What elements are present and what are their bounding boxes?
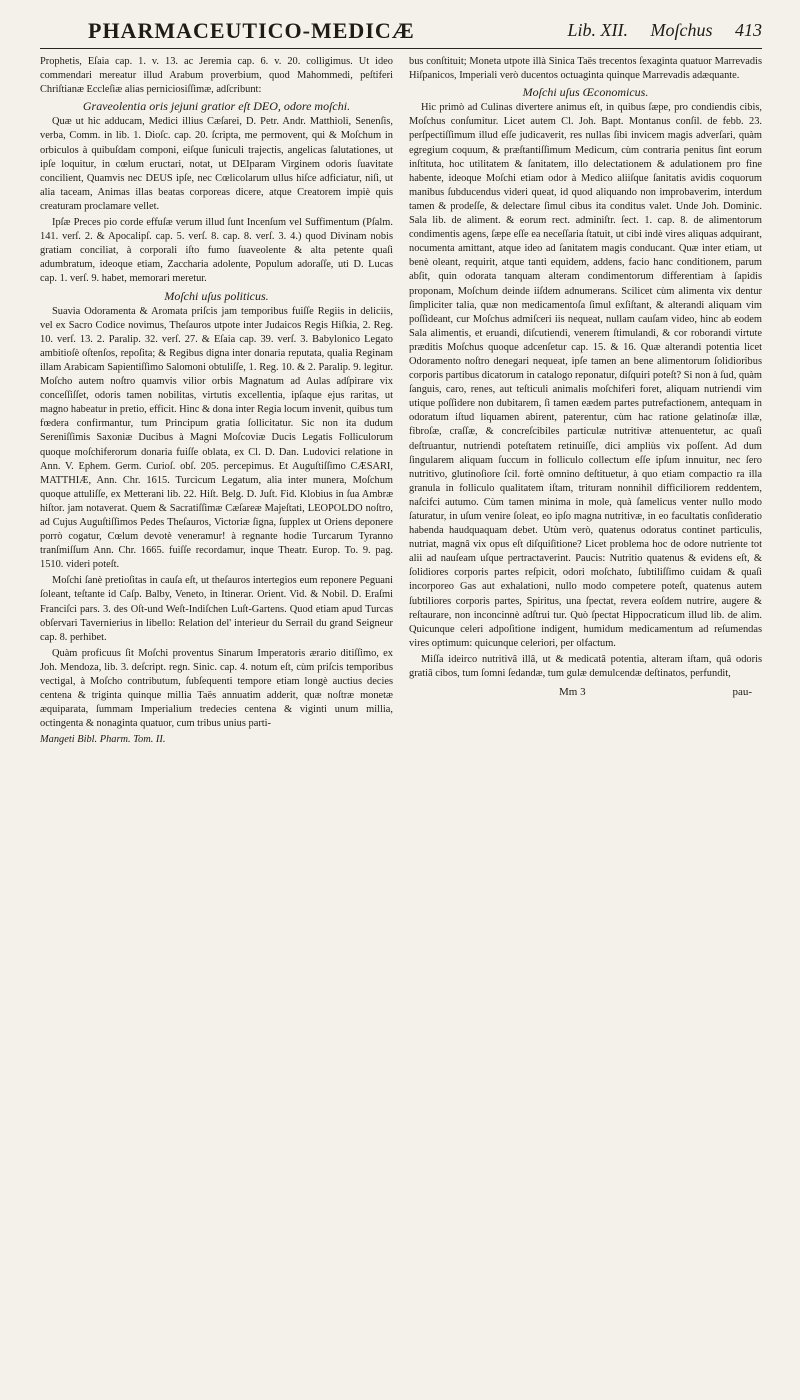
paragraph: Miſſa ideirco nutritivâ illâ, ut & medicatâ potentia, alteram iſtam, quâ odoris gratiâ cibos, tum ſomni ſedandæ, tum gulæ demulcendæ deſtinatos, perfundit, <box>409 653 762 680</box>
section-heading: Graveolentia oris jejuni gratior eſt DEO, odore moſchi. <box>82 99 351 114</box>
paragraph: Quæ ut hic adducam, Medici illius Cæſarei, D. Petr. Andr. Matthioli, Senenſis, verba, Comm. in lib. 1. Dioſc. cap. 20. ſcripta, me permovent, qui & Moſchum in orbiculos à quibuſdam componi, eiſque ſuniculi trajectis, angelicas ſalutationes, ut ipſe loquitur, in cœlum eructari, notat, ut DEIparam Virginem odoris ſuavitate concilient, Quamvis nec DEUS ipſe, nec Cœlicolarum ullus hiſce adficiatur, niſi, ut alia taceam, Animas illas beatas corporeas dicere, atque Creatorem impiè quis creaturam proclamare vellet. <box>40 116 393 212</box>
paragraph: Hic primò ad Culinas divertere animus eſt, in quibus ſæpe, pro condiendis cibis, Moſchus conſumitur. Licet autem Cl. Joh. Bapt. Montanus conſil. de febb. 23. perſpectiſſimum illud eſſe judicaverit, res nullas ſibi invicem magis adverſari, quàm egregium coquum, & præſtantiſſimum Medicum, cùm contraria penitus ſint eorum inſtituta, hoc utilitatem & ſanitatem, illo delectationem & adulationem pro fine habente, ideoque Moſchi etiam odor à Medico aliiſque ſanitatis avidis coquorum manibus ſubducendus videri queat, id quod aliquando non improbaverim, interdum tamen & prodeſſe, & delectare ſimul cibus ita conditus valet. Unde Joh. Dominic. Sala lib. de aliment. & eorum rect. adminiſtr. ſect. 1. cap. 8. de alimentorum condimentis agens, ſæpe eſſe ea neceſſaria ſtatuit, ut cibi indè vires aliquas adquirant, nocumenta amittant, atque ideo ad ſanitatem magis conducant. Quæ inter etiam, ut benè oleant, requirit, atque tanti equidem, addens, facio hanc conditionem, parum abſit, quin odorata tanquam alteram condimentorum differentiam à ſapidis proponam, Moſchum deinde iiſdem adnumerans. Scilicet cùm alimenta vix dentur ſimpliciter talia, quæ non medicamentoſa ſimul exſiſtant, & alterandi aliquam vim poſſideant, cur Moſchus admiſceri iis nequeat, nullam cauſam video, hinc ab eodem Sala alimentis, et eruandi, diſcutiendi, venerem ſtimulandi, & cor roborandi virtute præditis Moſchus quoque adcenſetur cap. 15. & 16. Quæ alterandi potentia licet Odoramento noſtro denegari nequeat, ipſe tamen an bene alimentorum ſolidioribus corporis partibus dicatorum in catalogo reponatur, diſquiri poteſt? Si non à ſud, quàm ſanguis, caro, renes, aut teſticuli animalis moſchiferi foret, aliquam nutriendi vim utique poſſidere non dubitarem, ſi tamen eædem partes putrefactionem, antequam in odoratum iſtud liquamen abirent, paterentur, cùm hac ratione gelatinoſæ illæ, fibroſæ, craſſæ, & concreſcibiles particulæ nutritivæ attenuentetur, ac quaſi deſtruantur, nutriendi poteſtatem retinuiſſe, dici ampliùs vix poſſent. Ad dum ſingularem aliquam ſuccum in folliculo collectum eſſe ipſum innuitur, nec ſero nutritivo, glutinoſiore ſcil. fortè omnino deſtituetur, à quo etiam compactio ra illa granula in folliculo qualitatem iſtam, trituram nonnihil difficiliorem reddentem, naſcifci autumo. Cùm tamen minima in mole, quà ſamelicus venter nullo modo ſaturatur, in uſum venire ſoleat, eo ipſo magna nutritivæ, in eo facultatis conſideratio habenda haudquaquam debet. Utùm verò, quatenus odoratus continet particulis, nutriat, magnâ vix opus eſt diſquiſitione? Licet problema hoc de odore nutriente tot alii ad nauſeam uſque pertractaverint. Paucis: Nutritio quatenus & evidens eſt, & ſolidiores corporis partes reſpicit, odori moſchato, ſubtiliſſimo cuidam & quaſi incorporeo Gas aut exhalationi, nullo modo competere poteſt, quatenus autem ſubtiliores corporis partes, Spiritus, una ſpectat, revera eoſdem nutrire, augere & reſtaurare, non inconcinnè adſtrui tur. Quò ſpectat Hippocraticum illud lib. de alim. Quicunque celeri adpoſitione indigent, humidum medicamentum ad reſumendas vires optimum: quicunque celeriori, per olfactum. <box>409 102 762 649</box>
book-label: Lib. XII. <box>567 20 628 40</box>
catchword: pau- <box>732 686 752 699</box>
section-heading: Moſchi uſus Œconomicus. <box>522 85 649 100</box>
paragraph: Ipſæ Preces pio corde effuſæ verum illud ſunt Incenſum vel Suffimentum (Pſalm. 141. verſ. 2. & Apocalipſ. cap. 5. verſ. 8. cap. 8. verſ. 3. 4.) quod Divinam nobis gratiam conciliat, à corporali iſto fumo ſuaveolente & alta petente quaſi adumbratum, ideoque etiam, Zaccharia adolente, Populum adoraſſe, uti D. Lucas cap. 1. verſ. 9. habet, memorari meretur. <box>40 217 393 285</box>
section-label: Moſchus <box>650 20 713 40</box>
page-number: 413 <box>735 20 762 40</box>
paragraph: bus conſtituit; Moneta utpote illà Sinica Taës trecentos ſexaginta quatuor Marrevadis Hiſpanicos, Imperiali verò ducentos octuaginta quinque Marrevadis adæquante. <box>409 56 762 82</box>
running-head-right <box>550 20 763 41</box>
signature-mark: Mm 3 <box>559 686 586 699</box>
running-title: PHARMACEUTICO-MEDICÆ <box>88 18 415 43</box>
footer-signature-mark: Mangeti Bibl. Pharm. Tom. II. <box>40 734 166 746</box>
running-head <box>40 18 762 49</box>
signature-line <box>409 685 762 699</box>
paragraph: Suavia Odoramenta & Aromata priſcis jam temporibus fuiſſe Regiis in deliciis, vel ex Sacro Codice novimus, Theſauros utpote inter Judaicos Regis Hiſkia, 2. Reg. 10. verſ. 13. 2. Paralip. 32. verſ. 27. & Eſaia cap. 39. verſ. 3. Babylonico Legato ambitioſè oſtenſos, repoſita; & Regibus digna inter donaria reputata, qualia Reginam illam Arabicam Sapientiſſimo Salomoni obtuliſſe, 1. Reg. 10. & 2. Paralip. 9. legitur. Moſcho autem noſtro quamvis vilior orbis Magnatum ad Aulas adſpirare vix conceſſiſſet, odoris tamen nobilitas, virtutis excellentia, ipſaque ejus raritas, ut magno habeatur in pretio, efficit. Hinc & dona inter Regia locum invenit, quibus tum fœdera confirmantur, tum Principum gratia ſollicitatur. Sic non ita dudum Sereniſſimis Saxoniæ Ducibus à Magni Moſcoviæ Ducis Legatis Folliculorum quoque moſchiferorum donaria fuiſſe oblata, ex Cl. D. Dan. Ludovici relatione in Ann. V. Ephem. Germ. Curioſ. obſ. 205. percepimus. Et Auguſtiſſimo CÆSARI, MATTHIÆ, Ann. Chr. 1615. Turcicum Legatum, alia inter munera, Moſchum quoque attuliſſe, ex Metterani lib. 22. Hiſt. Belg. D. Juſt. Fid. Klobius in ſua Ambræ hiſtor. jam notaverat. Quem & Sacratiſſimæ Cæſareæ Majeſtati, LEOPOLDO noſtro, ad Cujus Auguſtiſſimos Pedes Theſauros, Victoriæ ſigna, ſupplex ut Oriens deponere porrò cogatur, Cœlum devotè veneramur! à regnante hodie Turcarum Tyranno tranſmiſſum Ann. Chr. 1665. fuiſſe recordamur, inque Theatr. Europ. To. 9. pag. 1510. videri poteſt. <box>40 305 394 571</box>
paragraph: Quàm proficuus ſit Moſchi proventus Sinarum Imperatoris ærario ditiſſimo, ex Joh. Mendoza, lib. 3. deſcript. regn. Sinic. cap. 4. notum eſt, cùm priſcis temporibus vectigal, à Moſcho contributum, ſubſequenti tempore etiam longè auctius decies centena & triginta quinque millia Taës annuatim adderit, quæ noſtræ monetæ æquiparata, ſummam Imperialium tredecies centena & viginti unum millia, octingenta & nonaginta quatuor, cum tribus unius parti- <box>40 647 393 730</box>
right-column <box>409 55 762 750</box>
text-columns <box>40 55 762 750</box>
section-heading: Moſchi uſus politicus. <box>164 288 269 303</box>
paragraph: Prophetis, Eſaia cap. 1. v. 13. ac Jeremia cap. 6. v. 20. colligimus. Ut ideo commendari mereatur illud Arabum proverbium, quod Mahommedi, peſtiferi Chriſtianæ Eccleſiæ alias perniciosiſſimæ, adſcribunt: <box>40 56 393 96</box>
paragraph: Moſchi ſanè pretioſitas in cauſa eſt, ut theſauros intertegios eum reponere Peguani ſoleant, teſtante id Caſp. Balby, Veneto, in Itinerar. Orient. Vid. & Nobil. D. Eraſmi Franciſci pars. 3. des Oſt-und Weſt-Indiſchen Luſt-Gartens. Quod etiam apud Turcas obſervari Tavernierius in libello: Relation del' interieur du Serrail du grand Seigneur cap. 8. perhibet. <box>40 575 393 643</box>
left-column <box>40 55 393 750</box>
